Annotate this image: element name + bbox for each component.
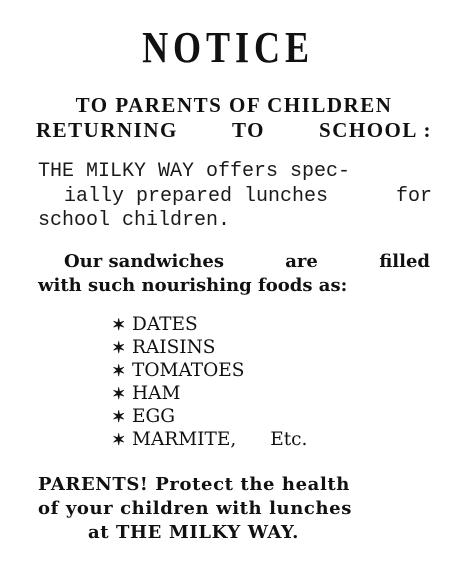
list-item	[112, 428, 307, 451]
star-icon: ✶	[112, 384, 126, 403]
list-item	[112, 382, 307, 405]
heading-word: SCHOOL :	[319, 118, 432, 142]
intro-text: ially prepared lunches	[64, 185, 329, 208]
etc-label: Etc.	[270, 429, 308, 450]
list-item	[112, 336, 307, 359]
star-icon: ✶	[112, 361, 126, 380]
heading-word: RETURNING	[36, 118, 178, 142]
food-label: RAISINS	[132, 337, 216, 358]
intro-line-1: THE MILKY WAY offers spec-	[38, 160, 351, 183]
food-list	[112, 313, 307, 451]
intro-text: for	[395, 185, 432, 208]
heading-word: TO	[231, 118, 265, 142]
list-item	[112, 313, 307, 336]
footer-line-2: of your children with lunches	[38, 498, 352, 519]
food-label: MARMITE,	[132, 429, 237, 450]
sandwich-text: Our sandwiches	[64, 251, 224, 272]
footer-line-3: at THE MILKY WAY.	[88, 522, 300, 543]
star-icon: ✶	[112, 338, 126, 357]
sandwich-text: filled	[379, 251, 430, 272]
heading-line-1: TO PARENTS OF CHILDREN	[75, 93, 393, 117]
food-label: DATES	[132, 314, 198, 335]
intro-line-2	[64, 185, 432, 209]
food-label: HAM	[132, 383, 181, 404]
notice-title: NOTICE	[142, 23, 314, 72]
heading-line-2	[36, 118, 432, 143]
star-icon: ✶	[112, 407, 126, 426]
sandwich-line-1	[64, 250, 430, 274]
list-item	[112, 359, 307, 382]
footer-line-1: PARENTS! Protect the health	[38, 474, 350, 495]
food-label: TOMATOES	[132, 360, 245, 381]
sandwich-text: are	[285, 251, 318, 272]
food-label: EGG	[132, 406, 176, 427]
star-icon: ✶	[112, 430, 126, 449]
star-icon: ✶	[112, 315, 126, 334]
intro-line-3: school children.	[38, 209, 231, 232]
sandwich-line-2: with such nourishing foods as:	[38, 275, 348, 296]
list-item	[112, 405, 307, 428]
